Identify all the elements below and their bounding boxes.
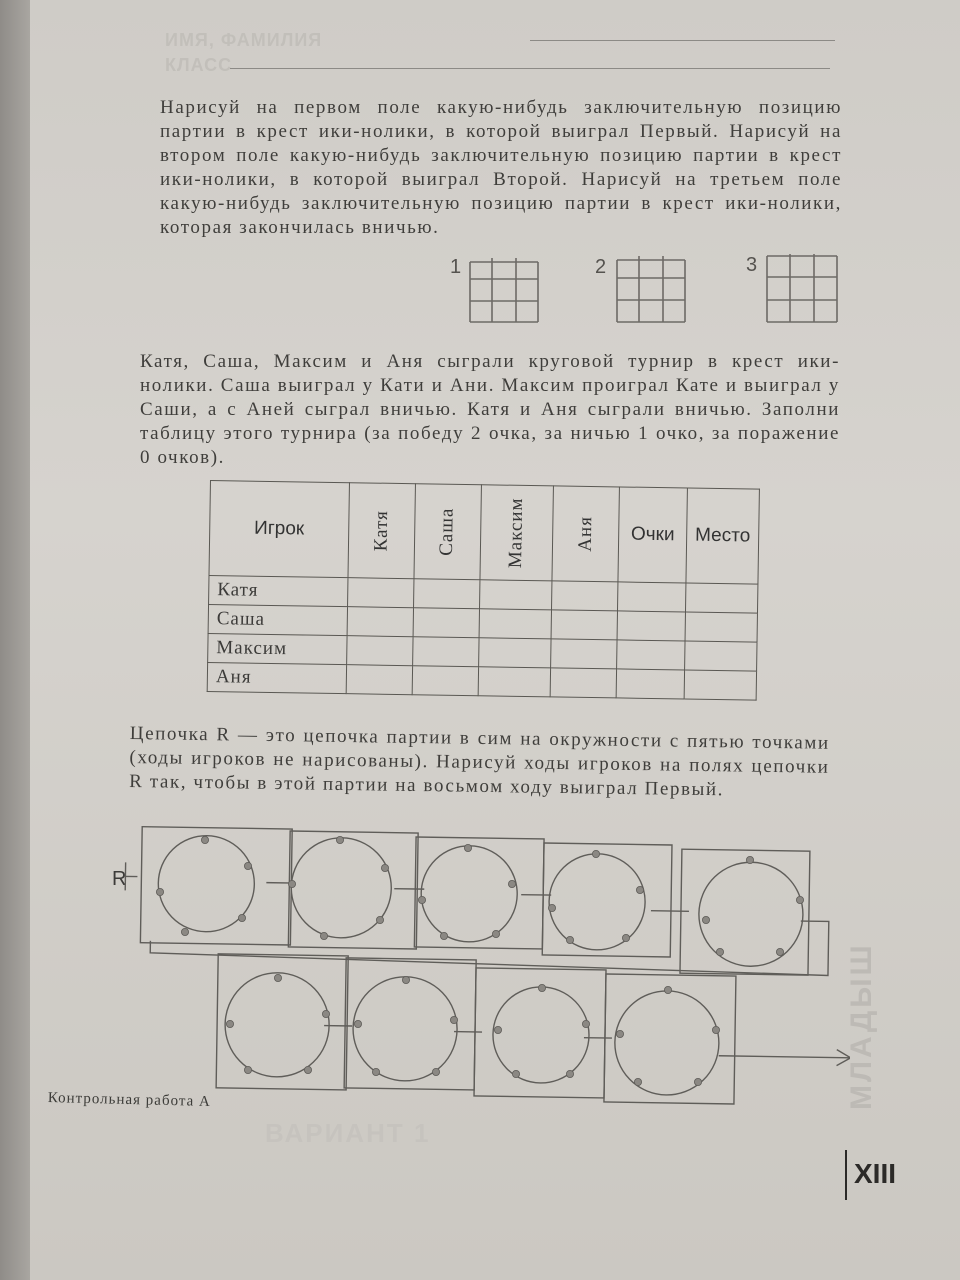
table-cell[interactable] <box>346 665 412 695</box>
header-col-katya: Катя <box>348 483 415 579</box>
table-cell[interactable] <box>685 641 757 671</box>
table-cell[interactable] <box>551 610 617 640</box>
table-cell[interactable] <box>479 580 552 610</box>
table-cell[interactable] <box>552 581 618 611</box>
tournament-table <box>207 480 760 701</box>
table-cell[interactable] <box>478 638 551 668</box>
task1-text: Нарисуй на первом поле какую-нибудь заключительную позицию партии в крест ики-нолики, в которой выиграл Первый. Нарисуй на втором поле какую-нибудь заключительную позицию партии в крест ики-нолики, в которой выиграл Второй. Нарисуй на третьем поле какую-нибудь заключительную позицию партии в крест ики-нолики, которая закончилась вничью. <box>160 97 842 238</box>
table-cell[interactable] <box>617 611 685 641</box>
header-col-sasha: Саша <box>414 484 481 580</box>
workbook-page <box>30 0 960 1280</box>
grid-1-label: 1 <box>450 256 462 278</box>
header-points: Очки <box>618 487 687 583</box>
table-cell[interactable] <box>617 640 685 670</box>
table-cell[interactable] <box>685 583 757 613</box>
name-underline <box>530 40 835 41</box>
table-cell[interactable] <box>347 578 413 608</box>
header-col-maksim: Максим <box>480 485 554 581</box>
row-name: Аня <box>207 662 346 693</box>
page-number: XIII <box>854 1158 897 1189</box>
grid-1 <box>468 258 540 324</box>
table-cell[interactable] <box>550 668 616 698</box>
table-cell[interactable] <box>346 636 412 666</box>
grid-2-label: 2 <box>595 256 607 278</box>
grid-2 <box>615 256 687 324</box>
table-cell[interactable] <box>479 609 552 639</box>
table-header-row <box>209 481 759 585</box>
footer-label: Контрольная работа А <box>47 1090 212 1110</box>
table-cell[interactable] <box>684 670 756 700</box>
task3-text: Цепочка R — это цепочка партии в сим на окружности с пятью точками (ходы игроков не нарисованы). Нарисуй ходы игроков на полях цепочки R так, чтобы в этой партии на восьмом ходу выиграл Первый. <box>129 722 830 801</box>
header-place: Место <box>686 488 760 584</box>
table-cell[interactable] <box>551 639 617 669</box>
row-name: Саша <box>208 604 347 635</box>
variant-watermark: ВАРИАНТ 1 <box>265 1118 431 1148</box>
row-name: Катя <box>209 575 348 606</box>
class-label: КЛАСС <box>165 55 233 75</box>
table-cell[interactable] <box>412 666 478 696</box>
grid-3-label: 3 <box>746 254 758 276</box>
table-cell[interactable] <box>412 637 478 667</box>
class-underline <box>230 68 830 69</box>
table-cell[interactable] <box>685 612 757 642</box>
grid-3 <box>765 254 839 324</box>
page-number-divider <box>845 1150 847 1200</box>
table-cell[interactable] <box>478 667 551 697</box>
table-cell[interactable] <box>347 607 413 637</box>
row-name: Максим <box>208 633 347 664</box>
table-cell[interactable] <box>413 579 479 609</box>
header-col-anya: Аня <box>552 486 619 582</box>
book-spine <box>0 0 30 1280</box>
name-label: ИМЯ, ФАМИЛИЯ <box>165 30 323 50</box>
header-player: Игрок <box>209 481 349 578</box>
chain-label: R <box>112 868 127 890</box>
task2-text: Катя, Саша, Максим и Аня сыграли круговой турнир в крест ики-нолики. Саша выиграл у Кати и Ани. Максим проиграл Кате и выиграл у Саши, а с Аней сыграл вничью. Катя и Аня сыграли вничью. Заполни таблицу этого турнира (за победу 2 очка, за ничью 1 очко, за поражение 0 очков). <box>140 351 840 468</box>
side-watermark: МЛАДЫШ <box>845 942 878 1110</box>
table-cell[interactable] <box>413 608 479 638</box>
chain-diagram[interactable] <box>110 820 850 1120</box>
table-cell[interactable] <box>618 582 686 612</box>
table-cell[interactable] <box>616 669 684 699</box>
